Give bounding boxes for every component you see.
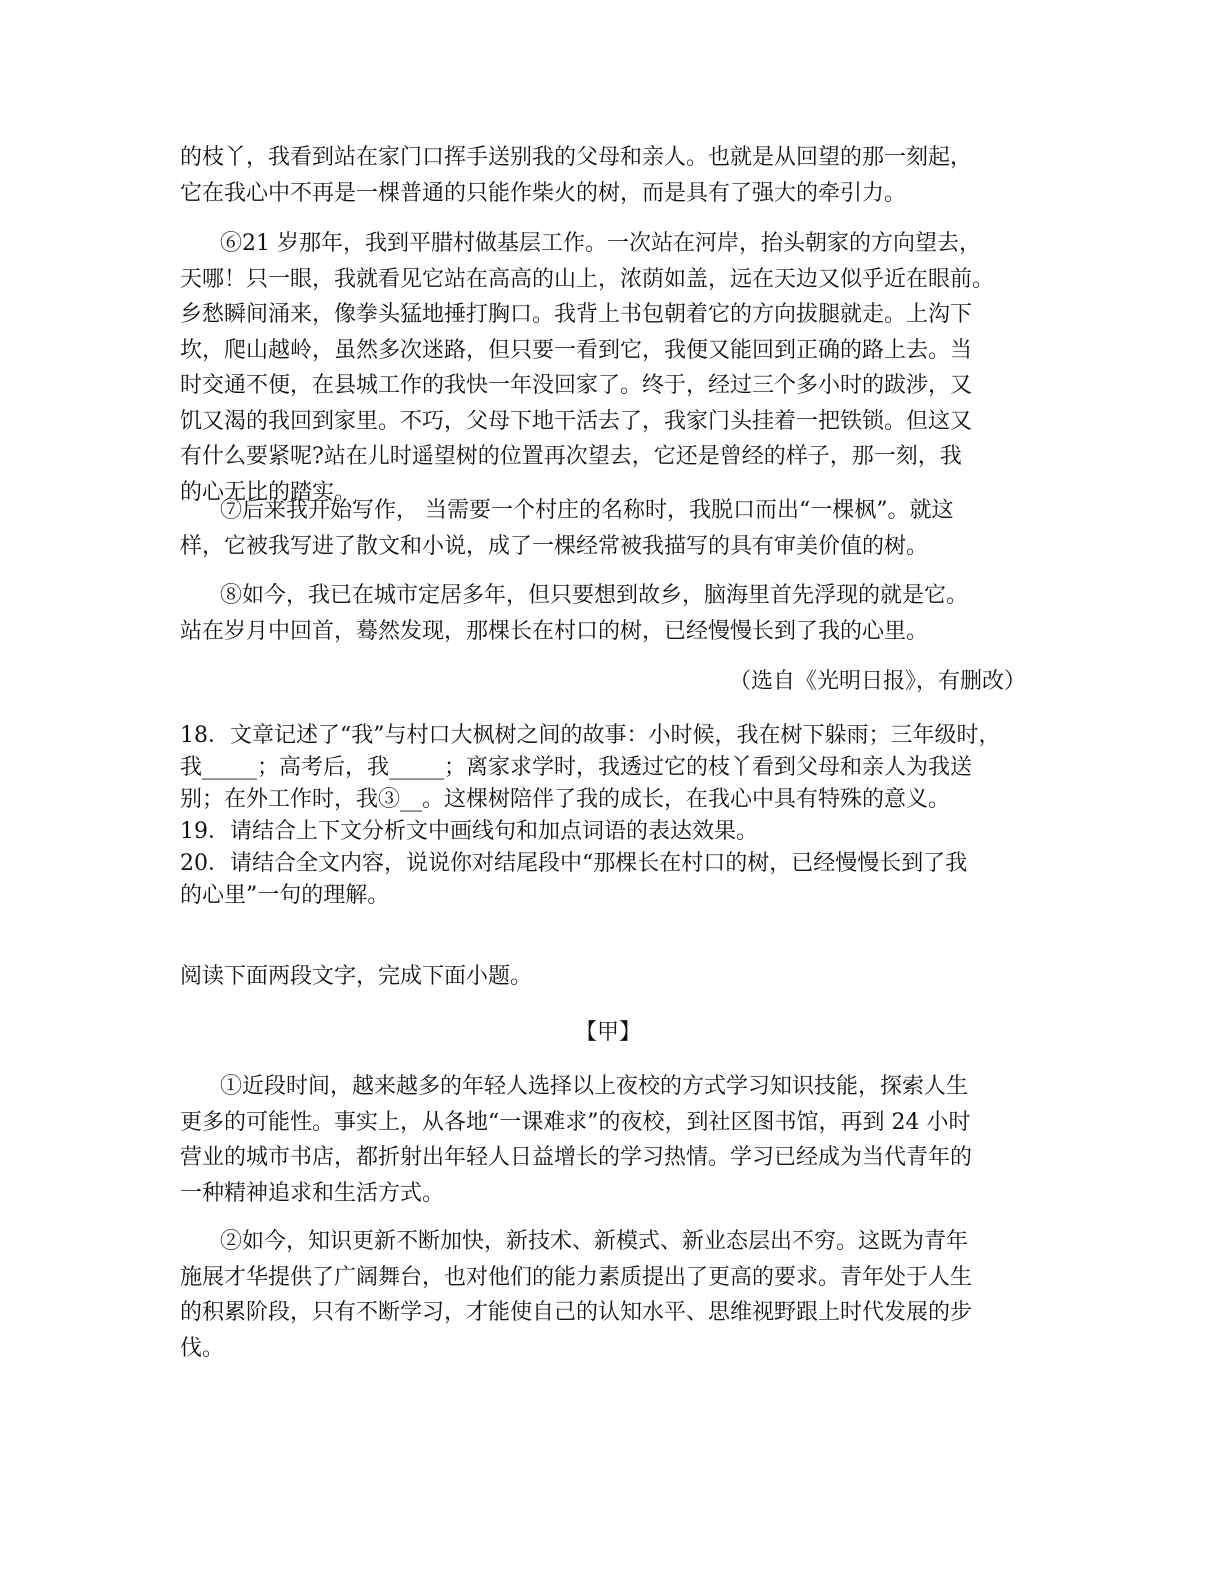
- text-line: 天哪！只一眼，我就看见它站在高高的山上，浓荫如盖，远在天边又似乎近在眼前。: [180, 266, 995, 292]
- paragraph-continued: [180, 140, 1050, 211]
- text-line: 饥又渴的我回到家里。不巧，父母下地干活去了，我家门头挂着一把铁锁。但这又: [180, 408, 973, 434]
- source-citation: （选自《光明日报》，有删改）: [728, 669, 1026, 694]
- question-18-cont: 我_____；高考后，我_____；离家求学时，我透过它的枝丫看到父母和亲人为我送: [180, 755, 973, 780]
- text-line: 阅读下面两段文字，完成下面小题。: [180, 964, 533, 989]
- reading-instruction: [180, 959, 1050, 995]
- text-line: 营业的城市书店，都折射出年轻人日益增长的学习热情。学习已经成为当代青年的: [180, 1145, 973, 1170]
- question-18-cont: 别；在外工作时，我③__。这棵树陪伴了我的成长，在我心中具有特殊的意义。: [180, 787, 951, 812]
- text-line: 样，它被我写进了散文和小说，成了一棵经常被我描写的具有审美价值的树。: [180, 533, 929, 559]
- paragraph-jia-1: [180, 1069, 1050, 1211]
- text-line: 它在我心中不再是一棵普通的只能作柴火的树，而是具有了强大的牵引力。: [180, 180, 907, 206]
- section-heading: 【甲】: [574, 1020, 641, 1045]
- question-18: 18．文章记述了“我”与村口大枫树之间的故事：小时候，我在树下躲雨；三年级时，: [180, 723, 1001, 748]
- text-line: 的枝丫，我看到站在家门口挥手送别我的父母和亲人。也就是从回望的那一刻起，: [180, 145, 973, 170]
- text-line: ⑦后来我开始写作， 当需要一个村庄的名称时，我脱口而出“一棵枫”。就这: [220, 498, 954, 523]
- text-line: 坎，爬山越岭，虽然多次迷路，但只要一看到它，我便又能回到正确的路上去。当: [180, 337, 973, 363]
- text-line: 伐。: [180, 1335, 225, 1361]
- paragraph-7: [180, 493, 1050, 564]
- question-19: 19．请结合上下文分析文中画线句和加点词语的表达效果。: [180, 819, 758, 844]
- text-line: ⑧如今，我已在城市定居多年，但只要想到故乡，脑海里首先浮现的就是它。: [220, 583, 969, 608]
- paragraph-jia-2: [180, 1224, 1050, 1366]
- text-line: 站在岁月中回首，蓦然发现，那棵长在村口的树，已经慢慢长到了我的心里。: [180, 618, 929, 644]
- text-line: 更多的可能性。事实上，从各地“一课难求”的夜校，到社区图书馆，再到 24 小时: [180, 1109, 971, 1135]
- text-line: 的积累阶段，只有不断学习，才能使自己的认知水平、思维视野跟上时代发展的步: [180, 1300, 973, 1325]
- text-line: 的心无比的踏实。: [180, 479, 357, 505]
- text-line: ⑥21 岁那年，我到平腊村做基层工作。一次站在河岸，抬头朝家的方向望去，: [220, 231, 981, 256]
- text-line: 有什么要紧呢?站在儿时遥望树的位置再次望去，它还是曾经的样子，那一刻，我: [180, 444, 962, 469]
- text-line: 一种精神追求和生活方式。: [180, 1180, 445, 1206]
- text-line: 乡愁瞬间涌来，像拳头猛地捶打胸口。我背上书包朝着它的方向拔腿就走。上沟下: [180, 302, 973, 327]
- text-line: 时交通不便，在县城工作的我快一年没回家了。终于，经过三个多小时的跋涉，又: [180, 373, 973, 398]
- text-line: ②如今，知识更新不断加快，新技术、新模式、新业态层出不穷。这既为青年: [220, 1229, 969, 1254]
- question-20: 20．请结合全文内容，说说你对结尾段中“那棵长在村口的树，已经慢慢长到了我: [180, 851, 968, 876]
- question-list: [180, 720, 1050, 912]
- paragraph-8: [180, 578, 1050, 649]
- question-20-cont: 的心里”一句的理解。: [180, 883, 390, 908]
- paragraph-6: [180, 226, 1050, 510]
- text-line: ①近段时间，越来越多的年轻人选择以上夜校的方式学习知识技能，探索人生: [220, 1074, 969, 1099]
- text-line: 施展才华提供了广阔舞台，也对他们的能力素质提出了更高的要求。青年处于人生: [180, 1264, 973, 1290]
